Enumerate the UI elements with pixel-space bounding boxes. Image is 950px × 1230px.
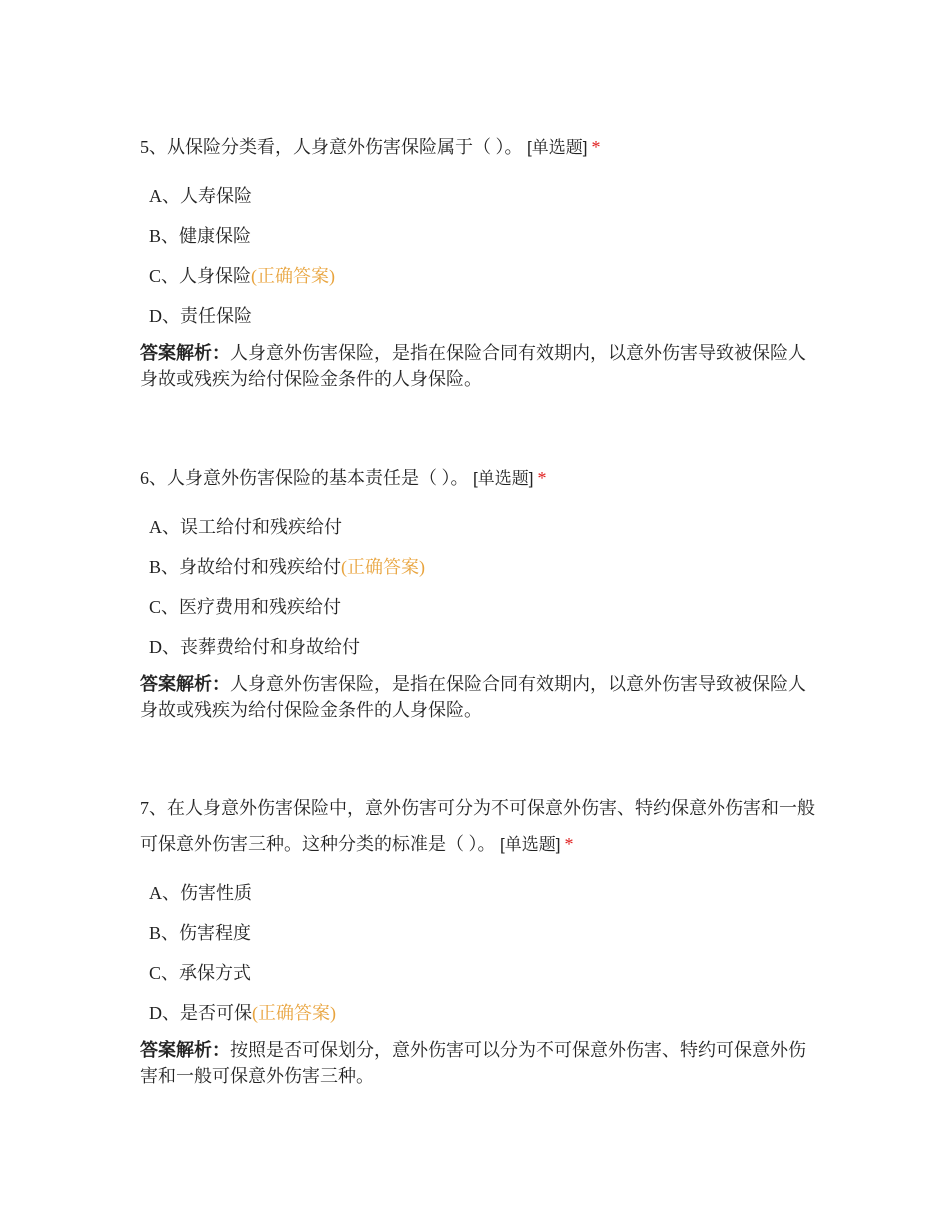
option-c — [140, 953, 820, 993]
question-title — [140, 129, 820, 166]
question-title — [140, 790, 820, 863]
required-mark: * — [537, 468, 547, 488]
option-c — [140, 587, 820, 627]
answer-analysis — [140, 671, 820, 723]
required-mark: * — [591, 137, 601, 157]
analysis-label: 答案解析： — [140, 343, 230, 363]
required-mark: * — [564, 834, 574, 854]
option-b — [140, 216, 820, 256]
option-text: C、医疗费用和残疾给付 — [149, 597, 342, 617]
option-text: C、人身保险 — [149, 266, 252, 286]
correct-answer-tag: (正确答案) — [341, 557, 426, 577]
option-text: A、误工给付和残疾给付 — [149, 517, 342, 537]
option-list — [140, 873, 820, 1033]
option-text: A、伤害性质 — [149, 883, 252, 903]
answer-analysis — [140, 1037, 820, 1089]
analysis-text: 按照是否可保划分，意外伤害可以分为不可保意外伤害、特约可保意外伤害和一般可保意外伤害三种。 — [140, 1040, 806, 1086]
option-a — [140, 873, 820, 913]
question-type-label: [单选题] — [527, 138, 588, 157]
analysis-text: 人身意外伤害保险，是指在保险合同有效期内，以意外伤害导致被保险人身故或残疾为给付保险金条件的人身保险。 — [140, 343, 806, 389]
option-d — [140, 627, 820, 667]
analysis-label: 答案解析： — [140, 1040, 230, 1060]
question-text: 5、从保险分类看，人身意外伤害保险属于（ ）。 — [140, 137, 523, 157]
question-6 — [140, 460, 820, 723]
option-text: B、健康保险 — [149, 226, 252, 246]
question-text: 7、在人身意外伤害保险中，意外伤害可分为不可保意外伤害、特约保意外伤害和一般可保意外伤害三种。这种分类的标准是（ ）。 — [140, 798, 815, 854]
option-text: A、人寿保险 — [149, 186, 252, 206]
option-list — [140, 176, 820, 336]
option-d — [140, 993, 820, 1033]
option-text: D、责任保险 — [149, 306, 252, 326]
option-text: B、身故给付和残疾给付 — [149, 557, 342, 577]
answer-analysis — [140, 340, 820, 392]
option-a — [140, 176, 820, 216]
analysis-text: 人身意外伤害保险，是指在保险合同有效期内，以意外伤害导致被保险人身故或残疾为给付保险金条件的人身保险。 — [140, 674, 806, 720]
option-b — [140, 547, 820, 587]
question-type-label: [单选题] — [500, 835, 561, 854]
question-type-label: [单选题] — [473, 469, 534, 488]
question-7 — [140, 790, 820, 1089]
option-text: C、承保方式 — [149, 963, 252, 983]
option-text: D、是否可保 — [149, 1003, 252, 1023]
question-text: 6、人身意外伤害保险的基本责任是（ ）。 — [140, 468, 469, 488]
correct-answer-tag: (正确答案) — [252, 1003, 336, 1023]
option-b — [140, 913, 820, 953]
option-text: D、丧葬费给付和身故给付 — [149, 637, 360, 657]
option-text: B、伤害程度 — [149, 923, 252, 943]
question-5 — [140, 129, 820, 392]
option-a — [140, 507, 820, 547]
question-title — [140, 460, 820, 497]
option-list — [140, 507, 820, 667]
option-d — [140, 296, 820, 336]
analysis-label: 答案解析： — [140, 674, 230, 694]
correct-answer-tag: (正确答案) — [251, 266, 336, 286]
option-c — [140, 256, 820, 296]
